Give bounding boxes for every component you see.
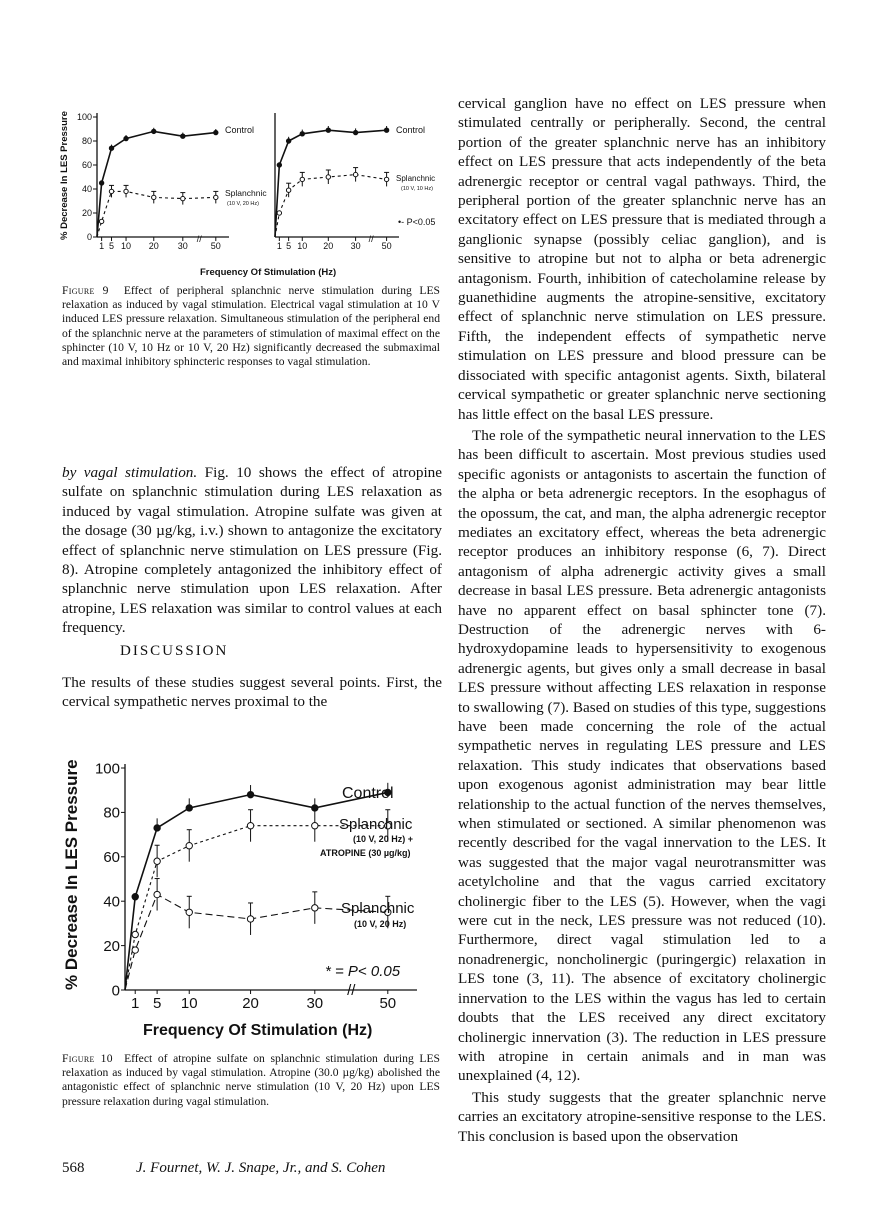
- left-column-paragraph-2: [62, 673, 442, 712]
- fig9-left-series-2-point: [99, 219, 103, 223]
- fig10-x-axis-break: //: [347, 982, 356, 999]
- fig10-y-tick-label-100: 100: [94, 760, 120, 778]
- fig10-x-tick-label-50: 50: [379, 995, 397, 1012]
- fig10-x-tick-label-20: 20: [242, 995, 259, 1012]
- left-paragraph-2-text: The results of these studies suggest several points. First, the cervical sympathetic nerves proximal to the: [62, 674, 442, 711]
- fig10-atropine-label: ATROPINE (30 µg/kg): [320, 848, 411, 858]
- fig9-right-splanchnic-label: Splanchnic: [396, 174, 436, 183]
- fig10-y-tick-label-20: 20: [103, 937, 120, 955]
- fig10-series-2-point: [132, 931, 138, 937]
- fig9-left-control-label: Control: [225, 125, 255, 135]
- fig10-x-tick-label-30: 30: [306, 995, 324, 1012]
- fig10-series-2-point: [186, 843, 192, 849]
- right-column: [458, 94, 826, 1146]
- fig9-left-y-tick-label-40: 40: [81, 184, 92, 195]
- fig9-left-series-1-point: [152, 129, 156, 133]
- fig10-significance-note: * = P< 0.05: [325, 963, 401, 980]
- fig9-right-series-1-point: [353, 130, 357, 134]
- fig9-left-series-2-point: [109, 189, 113, 193]
- fig9-right-series-2-point: [277, 211, 281, 215]
- fig10-splanchnic-params: (10 V, 20 Hz): [354, 919, 407, 929]
- fig9-left-y-tick-label-60: 60: [81, 160, 92, 171]
- fig9-left-x-tick-label-20: 20: [148, 241, 159, 251]
- left-paragraph-lead-italic: by vagal stimulation.: [62, 464, 198, 481]
- right-paragraph-3: This study suggests that the greater splanchnic nerve carries an excitatory atropine-sensitive response to the LES. This conclusion is based upon the observation: [458, 1088, 826, 1145]
- fig9-right-series-2-point: [353, 172, 357, 176]
- fig10-series-3-point: [132, 947, 138, 953]
- running-authors: J. Fournet, W. J. Snape, Jr., and S. Cohen: [136, 1160, 386, 1176]
- fig9-right-series-1-point: [326, 128, 330, 132]
- fig9-right-x-axis-break: //: [368, 234, 374, 244]
- fig9-right-x-tick-label-5: 5: [286, 241, 292, 251]
- fig10-x-tick-label-10: 10: [180, 995, 198, 1012]
- fig9-ylabel: % Decrease In LES Pressure: [59, 111, 70, 240]
- fig9-right-series-2-point: [286, 188, 290, 192]
- fig10-x-tick-label-5: 5: [152, 995, 162, 1012]
- fig9-left-series-2-point: [124, 189, 128, 193]
- figure-9-caption-label: Figure 9: [62, 284, 109, 297]
- fig9-right-panel: [275, 113, 399, 251]
- right-paragraph-1: cervical ganglion have no effect on LES pressure when stimulated centrally or peripherally. Second, the central portion of the greater splanchnic nerve has an inhibitory effect on LES pressure that acts independently of the beta adrenergic receptor or central vagal pathways. Third, the peripheral portion of the greater splanchnic nerve has an excitatory effect on LES pressure that is mediated through a ganglionic synapse (possibly celiac ganglion), and is sensitive to atropine but not to alpha or beta adrenergic antagonism. Fourth, inhibition of catecholamine release by guanethidine augments the atropine-sensitive, excitatory effect of splanchnic nerve stimulation on LES pressure. Fifth, the independent effects of sympathetic nerve stimulation on LES pressure and blood pressure can be dissociated with specific antagonist agents. Sixth, bilateral cervical sympathetic or greater splanchnic nerve sectioning has little effect on the basal LES pressure.: [458, 95, 826, 423]
- fig9-left-series-2-point: [214, 195, 218, 199]
- fig9-left-x-tick-label-1: 1: [99, 241, 105, 251]
- fig9-left-y-tick-label-80: 80: [81, 136, 92, 147]
- fig9-significance-note: •- P<0.05: [398, 217, 436, 227]
- fig9-left-x-tick-label-30: 30: [177, 241, 188, 251]
- fig9-right-x-tick-label-50: 50: [381, 241, 392, 251]
- discussion-heading: DISCUSSION: [120, 643, 229, 659]
- fig9-left-y-tick-label-20: 20: [81, 208, 92, 219]
- fig9-right-series-1-point: [384, 128, 388, 132]
- fig10-y-tick-label-0: 0: [111, 982, 120, 1000]
- figure-10-chart: [55, 730, 450, 1045]
- fig9-right-x-tick-label-1: 1: [276, 241, 282, 251]
- fig10-xlabel: Frequency Of Stimulation (Hz): [143, 1022, 373, 1039]
- fig9-right-series-2-point: [300, 177, 304, 181]
- fig9-left-x-axis-break: //: [196, 234, 202, 244]
- fig9-right-series-1-line: [275, 130, 387, 237]
- fig10-series-3-point: [312, 905, 318, 911]
- fig9-left-series-1-point: [214, 130, 218, 134]
- fig9-right-x-tick-label-10: 10: [297, 241, 308, 251]
- fig10-series-2-point: [312, 823, 318, 829]
- fig9-left-series-1-point: [181, 134, 185, 138]
- fig9-right-series-2-point: [326, 175, 330, 179]
- fig9-right-series-1-point: [300, 132, 304, 136]
- fig10-series-1-point: [186, 805, 192, 811]
- fig9-right-series-2-point: [384, 177, 388, 181]
- fig10-splanchnic-atropine-params: (10 V, 20 Hz) +: [353, 834, 413, 844]
- fig9-right-series-2-line: [275, 175, 387, 237]
- fig10-control-label: Control: [342, 785, 394, 802]
- fig9-left-y-tick-label-100: 100: [76, 112, 92, 123]
- fig9-right-splanchnic-params: (10 V, 10 Hz): [401, 186, 433, 192]
- fig10-ylabel: % Decrease In LES Pressure: [62, 759, 81, 990]
- figure-9-caption-text: Effect of peripheral splanchnic nerve stimulation during LES relaxation as induced by vagal stimulation. Electrical vagal stimulation at 10 V induced LES pressure relaxation. Simultaneous stimulation of the peripheral end of the splanchnic nerve at the parameters of stimulation of maximal effect on the sphincter (10 V, 10 Hz or 10 V, 20 Hz) significantly decreased the submaximal and maximal inhibitory sphincteric responses to vagal stimulation.: [62, 284, 440, 369]
- page-number: 568: [62, 1160, 85, 1176]
- fig9-left-series-1-point: [124, 136, 128, 140]
- fig10-series-3-point: [186, 909, 192, 915]
- fig10-y-tick-label-60: 60: [103, 849, 120, 867]
- fig10-series-2-point: [247, 823, 253, 829]
- fig9-left-panel: [77, 112, 229, 251]
- fig10-series-3-point: [154, 891, 160, 897]
- fig9-right-series-1-point: [286, 139, 290, 143]
- fig9-left-series-1-point: [99, 181, 103, 185]
- fig9-right-control-label: Control: [396, 125, 426, 135]
- fig9-left-x-tick-label-50: 50: [210, 241, 221, 251]
- fig9-left-series-1-line: [97, 131, 216, 237]
- fig10-x-tick-label-1: 1: [131, 995, 140, 1012]
- right-paragraph-2: The role of the sympathetic neural innervation to the LES has been difficult to ascertain. Most previous studies used specific agonists or antagonists to ascertain the function of the alpha or beta adrenergic receptors. In the esophagus of the opossum, the cat, and man, the alpha adrenergic receptor mediates an excitatory effect, whereas the beta adrenergic receptor produces an inhibitory response (6, 7). Direct antagonism of alpha adrenergic activity gives a small decrease in basal LES pressure. Beta adrenergic antagonists have no apparent effect on basal sphincter tone (7). Destruction of the adrenergic nerves with 6-hydroxydopamine leads to hypersensitivity to exogenous adrenergic agents, but gives only a small decrease in basal LES pressure without affecting LES relaxation in response to swallowing (7). Based on studies of this type, suggestions have been made concerning the role of the actual sympathetic nerves in regulating LES pressure and LES relaxation. This study indicates that observations based upon exogenous agonist administration may bear little relationship to the actual function of the nerves themselves, when stimulated or sectioned. A similar phenomenon was recently described for the vagal innervation to the LES. It was suggested that the major vagal neurotransmitter was acetylcholine and that the vagus carried excitatory cholinergic fiber to the LES (5). However, when the vagi were cut in the neck, LES pressure was not reduced (10). Furthermore, direct vagal stimulation led to a nonadrenergic, noncholinergic (puringergic) relaxation in LES tone (3, 11). The absence of excitatory cholinergic innervation to the LES within the vagus has led to certain doubts that the LES received any direct excitatory cholinergic innervation (3). The reduction in LES pressure with atropine in certain animals and in man was unexplained (4, 12).: [458, 426, 826, 1085]
- fig10-splanchnic-label: Splanchnic: [341, 900, 415, 917]
- fig10-series-2-point: [154, 858, 160, 864]
- fig9-right-series-1-point: [277, 163, 281, 167]
- figure-9-chart: [55, 95, 445, 280]
- fig9-left-series-2-line: [97, 191, 216, 237]
- figure-10-caption: [62, 1052, 440, 1109]
- fig9-right-x-tick-label-30: 30: [350, 241, 361, 251]
- figure-9-caption: [62, 284, 440, 369]
- fig9-left-splanchnic-label: Splanchnic: [225, 188, 267, 198]
- fig10-y-tick-label-40: 40: [103, 893, 120, 911]
- fig10-y-tick-label-80: 80: [103, 804, 120, 822]
- fig10-series-1-point: [247, 791, 253, 797]
- fig10-series-1-point: [132, 894, 138, 900]
- fig9-left-y-tick-label-0: 0: [86, 232, 92, 243]
- fig9-left-x-tick-label-5: 5: [109, 241, 115, 251]
- fig9-left-series-2-point: [152, 195, 156, 199]
- fig9-xlabel: Frequency Of Stimulation (Hz): [200, 267, 337, 278]
- fig9-left-series-1-point: [109, 146, 113, 150]
- fig9-left-x-tick-label-10: 10: [121, 241, 132, 251]
- figure-10-caption-label: Figure 10: [62, 1052, 113, 1065]
- fig9-left-series-2-point: [181, 196, 185, 200]
- left-paragraph-1-text: Fig. 10 shows the effect of atropine sulfate on splanchnic stimulation during LES relaxation as induced by vagal stimulation. Atropine sulfate was given at the dosage (30 µg/kg, i.v.) shown to antagonize the excitatory effect of splanchnic nerve stimulation on LES pressure (Fig. 8). Atropine completely antagonized the inhibitory effect of splanchnic nerve stimulation upon LES relaxation. After atropine, LES relaxation was similar to control values at each frequency.: [62, 464, 442, 637]
- fig10-series-1-point: [154, 825, 160, 831]
- fig9-right-x-tick-label-20: 20: [323, 241, 334, 251]
- figure-10-caption-text: Effect of atropine sulfate on splanchnic stimulation during LES relaxation as induced by vagal stimulation. Atropine (30.0 µg/kg) abolished the antagonistic effect of splanchnic nerve stimulation (10 V, 20 Hz) upon LES pressure relaxation during vagal stimulation.: [62, 1052, 440, 1108]
- fig10-splanchnic-atropine-label: Splanchnic: [339, 816, 413, 833]
- fig10-series-3-point: [247, 916, 253, 922]
- fig9-left-splanchnic-params: (10 V, 20 Hz): [227, 201, 259, 207]
- left-column-paragraph-1: [62, 463, 442, 638]
